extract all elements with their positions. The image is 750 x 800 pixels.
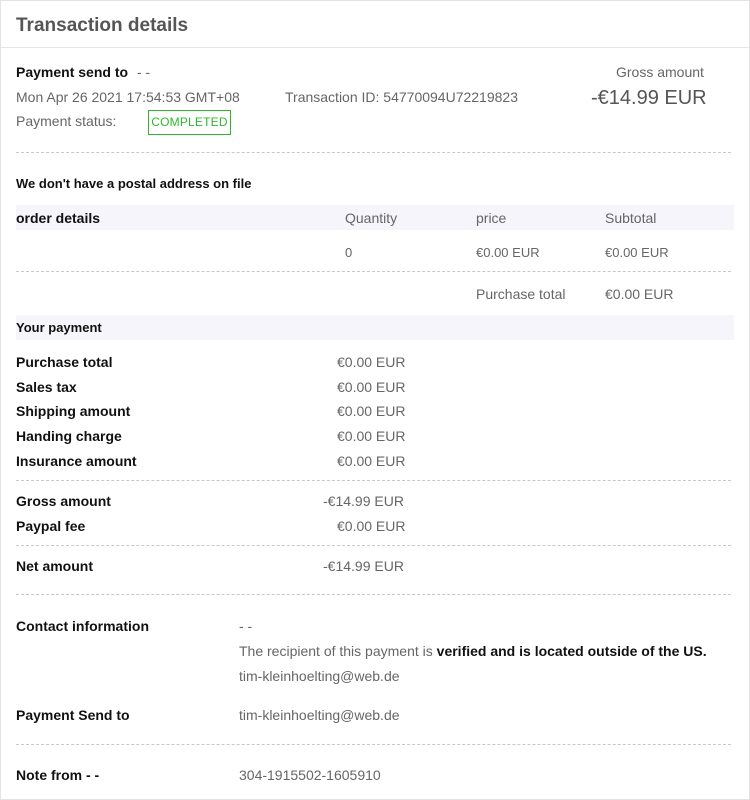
- payment-line-value: €0.00 EUR: [337, 453, 406, 469]
- note-from-label: Note from - -: [16, 767, 100, 783]
- payment-send-to-label: Payment send to: [16, 64, 129, 80]
- gross-amount-label: Gross amount: [616, 64, 704, 80]
- gross-amount-value: -€14.99 EUR: [591, 87, 707, 109]
- postal-address-note: We don't have a postal address on file: [16, 176, 252, 191]
- paypal-fee-value: €0.00 EUR: [337, 518, 406, 534]
- order-row-price: €0.00 EUR: [476, 245, 540, 260]
- price-column-header: price: [476, 210, 507, 226]
- payment-line-label: Purchase total: [16, 354, 113, 370]
- contact-email[interactable]: tim-kleinhoelting@web.de: [239, 668, 400, 684]
- net-amount-value: -€14.99 EUR: [323, 558, 404, 574]
- your-payment-heading: Your payment: [16, 320, 102, 335]
- payment-line-label: Shipping amount: [16, 403, 131, 419]
- quantity-column-header: Quantity: [345, 210, 398, 226]
- note-value: 304-1915502-1605910: [239, 767, 381, 783]
- payment-line-label: Sales tax: [16, 379, 77, 395]
- contact-information-label: Contact information: [16, 618, 149, 634]
- gross-amount-line-value: -€14.99 EUR: [323, 493, 404, 509]
- payment-send-to-email[interactable]: tim-kleinhoelting@web.de: [239, 707, 400, 723]
- your-payment-band: [16, 315, 734, 340]
- status-badge: COMPLETED: [148, 110, 231, 135]
- divider: [16, 271, 731, 272]
- payment-line-label: Handing charge: [16, 428, 122, 444]
- divider: [16, 744, 731, 745]
- order-row-subtotal: €0.00 EUR: [605, 245, 669, 260]
- payment-line-label: Insurance amount: [16, 453, 137, 469]
- title-bar: [1, 1, 749, 48]
- payment-status-label: Payment status:: [16, 113, 117, 129]
- transaction-id: Transaction ID: 54770094U72219823: [285, 89, 518, 105]
- verification-status: verified and is located outside of the US.: [436, 643, 707, 659]
- payment-line-value: €0.00 EUR: [337, 403, 406, 419]
- purchase-total-value: €0.00 EUR: [605, 286, 674, 302]
- subtotal-column-header: Subtotal: [605, 210, 657, 226]
- divider: [16, 545, 731, 546]
- transaction-date: Mon Apr 26 2021 17:54:53 GMT+08: [16, 89, 240, 105]
- purchase-total-label: Purchase total: [476, 286, 566, 302]
- verification-prefix: The recipient of this payment is: [239, 643, 437, 659]
- order-row-quantity: 0: [345, 245, 353, 260]
- divider: [16, 480, 731, 481]
- verification-note: [239, 643, 707, 659]
- payment-send-to-value: - -: [137, 64, 151, 80]
- paypal-fee-label: Paypal fee: [16, 518, 86, 534]
- net-amount-label: Net amount: [16, 558, 93, 574]
- order-details-heading: order details: [16, 210, 101, 226]
- gross-amount-line-label: Gross amount: [16, 493, 111, 509]
- divider: [16, 152, 731, 153]
- page-title: Transaction details: [16, 15, 189, 36]
- contact-name: - -: [239, 618, 253, 634]
- divider: [16, 594, 731, 595]
- payment-send-to-bottom-label: Payment Send to: [16, 707, 130, 723]
- payment-line-value: €0.00 EUR: [337, 428, 406, 444]
- payment-line-value: €0.00 EUR: [337, 354, 406, 370]
- payment-line-value: €0.00 EUR: [337, 379, 406, 395]
